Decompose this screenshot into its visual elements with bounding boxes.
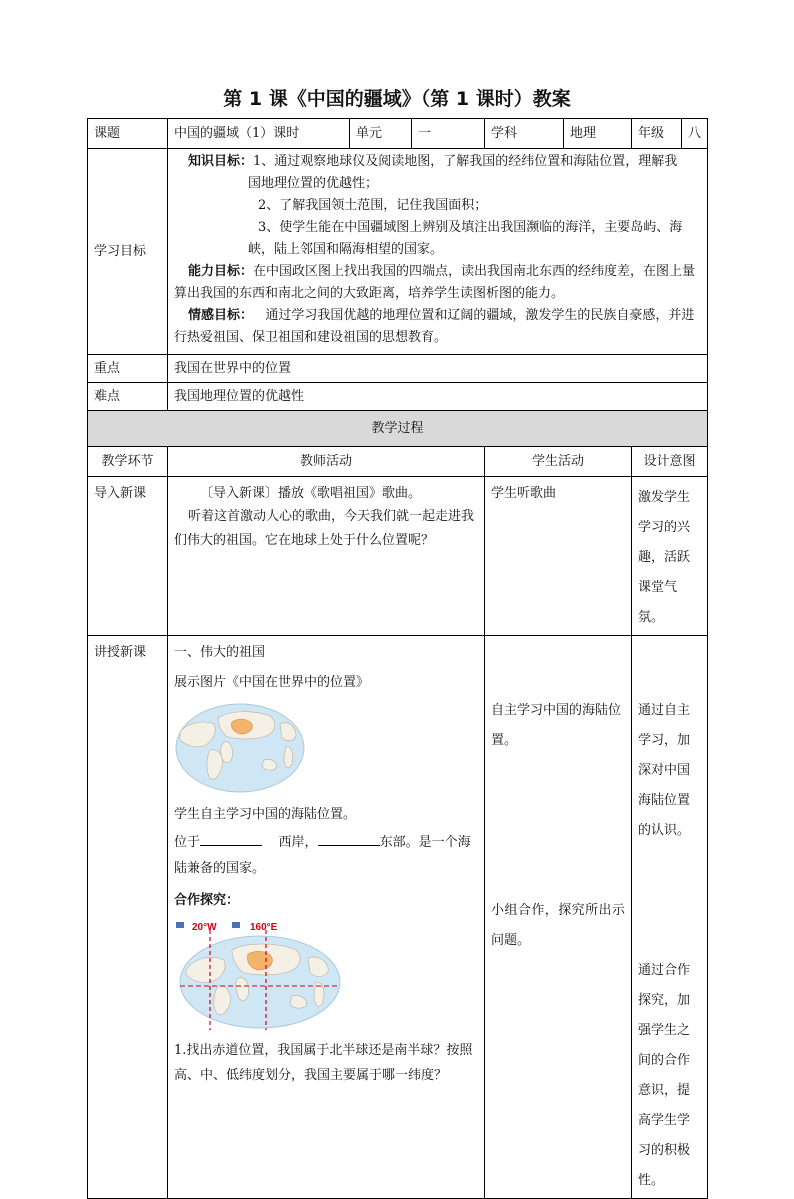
show-picture-text: 展示图片《中国在世界中的位置》 <box>174 675 370 690</box>
lecture-heading: 一、伟大的祖国 <box>174 645 266 660</box>
blank-1 <box>200 833 262 846</box>
self-study-text: 学生自主学习中国的海陆位置。 <box>174 807 357 822</box>
emotion-label: 情感目标： <box>188 308 254 323</box>
emotion-text: 通过学习我国优越的地理位置和辽阔的疆域，激发学生的民族自豪感，并进行热爱祖国、保卫祖国和建设祖国的思想教育。 <box>174 308 695 345</box>
intro-student: 学生听歌曲 <box>485 477 632 636</box>
key-point-value: 我国在世界中的位置 <box>168 355 708 383</box>
fill-suffix: 东部。是一个海陆兼备的国家。 <box>174 835 471 876</box>
unit-value: 一 <box>412 119 485 149</box>
lecture-teacher <box>168 636 485 1199</box>
fill-blank-question <box>174 830 478 882</box>
difficulty-label: 难点 <box>88 383 168 411</box>
difficulty-row <box>88 383 708 411</box>
student-activity-1: 自主学习中国的海陆位置。 <box>491 703 622 748</box>
knowledge-label: 知识目标： <box>188 154 254 169</box>
col-stage: 教学环节 <box>88 447 168 477</box>
fill-prefix: 位于 <box>174 835 201 850</box>
grade-value: 八 <box>682 119 708 149</box>
knowledge-1: 1、通过观察地球仪及阅读地图，了解我国的经纬位置和海陆位置，理解我 <box>253 154 678 169</box>
col-teacher: 教师活动 <box>168 447 485 477</box>
lecture-row <box>88 636 708 1199</box>
objectives-label: 学习目标 <box>88 149 168 355</box>
knowledge-3: 3、使学生能在中国疆域图上辨别及填注出我国濒临的海洋，主要岛屿、海 <box>258 220 683 235</box>
objectives-content <box>168 149 708 355</box>
map-label-20w: 20°W <box>192 922 217 933</box>
intent-1: 通过自主学习，加深对中国海陆位置的认识。 <box>638 703 691 838</box>
unit-label: 单元 <box>350 119 412 149</box>
col-student: 学生活动 <box>485 447 632 477</box>
blank-2 <box>318 833 380 846</box>
fill-mid: 西岸， <box>278 835 318 850</box>
subject-label: 学科 <box>485 119 564 149</box>
coop-label: 合作探究： <box>174 893 240 908</box>
info-row <box>88 119 708 149</box>
knowledge-1b: 国地理位置的优越性； <box>248 176 379 191</box>
intro-teacher-2: 听着这首激动人心的歌曲，今天我们就一起走进我们伟大的祖国。它在地球上处于什么位置呢？ <box>174 509 475 548</box>
page-title: 第 1 课《中国的疆域》（第 1 课时）教案 <box>223 88 571 110</box>
lecture-intent <box>632 636 708 1199</box>
objectives-row <box>88 149 708 355</box>
intro-teacher-1: 〔导入新课〕播放《歌唱祖国》歌曲。 <box>200 486 422 501</box>
process-header: 教学过程 <box>88 411 708 447</box>
col-intent: 设计意图 <box>632 447 708 477</box>
ability-text: 在中国政区图上找出我国的四端点，读出我国南北东西的经纬度差，在图上量算出我国的东西和南北之间的大致距离，培养学生读图析图的能力。 <box>174 264 696 301</box>
subject-value: 地理 <box>564 119 632 149</box>
difficulty-value: 我国地理位置的优越性 <box>168 383 708 411</box>
topic-label: 课题 <box>88 119 168 149</box>
intro-stage: 导入新课 <box>88 477 168 636</box>
world-map-meridian-image <box>174 920 346 1032</box>
key-point-row <box>88 355 708 383</box>
question-1: 1.找出赤道位置，我国属于北半球还是南半球？按照高、中、低纬度划分，我国主要属于哪一纬度？ <box>174 1043 473 1083</box>
intro-intent: 激发学生学习的兴趣，活跃课堂气氛。 <box>632 477 708 636</box>
knowledge-2: 2、了解我国领土范围，记住我国面积； <box>258 198 488 213</box>
intro-teacher <box>168 477 485 636</box>
topic-value: 中国的疆域（1）课时 <box>168 119 350 149</box>
column-header-row <box>88 447 708 477</box>
map-label-160e: 160°E <box>250 922 278 933</box>
intro-row <box>88 477 708 636</box>
key-point-label: 重点 <box>88 355 168 383</box>
lecture-student <box>485 636 632 1199</box>
intent-2: 通过合作探究，加强学生之间的合作意识，提高学生学习的积极性。 <box>638 963 691 1188</box>
process-header-row <box>88 411 708 447</box>
grade-label: 年级 <box>632 119 682 149</box>
student-activity-2: 小组合作，探究所出示问题。 <box>491 903 625 948</box>
world-map-image <box>174 702 306 794</box>
ability-label: 能力目标： <box>188 264 254 279</box>
knowledge-3b: 峡，陆上邻国和隔海相望的国家。 <box>248 242 444 257</box>
lesson-plan-table <box>87 118 708 1199</box>
lecture-stage: 讲授新课 <box>88 636 168 1199</box>
